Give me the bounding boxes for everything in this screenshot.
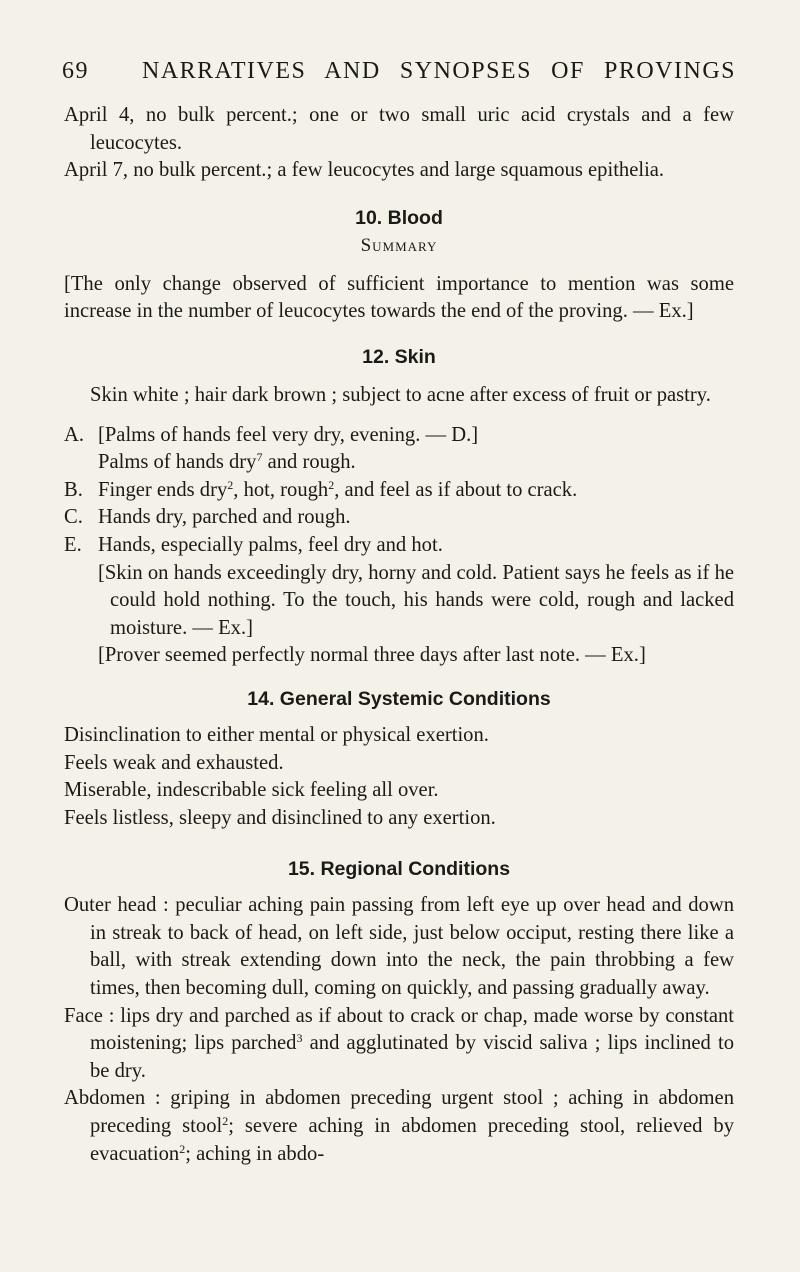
page-content <box>64 102 734 1168</box>
urine-entry-april-4: April 4, no bulk percent.; one or two small uric acid crystals and a few leucocytes. <box>64 104 734 154</box>
urine-entry-april-7: April 7, no bulk percent.; a few leucocytes and large squamous epithelia. <box>64 159 665 182</box>
skin-examiner-note-2: [Prover seemed perfectly normal three days after last note. — Ex.] <box>98 644 646 667</box>
skin-entry-a2: Palms of hands dry$^7$ and rough. <box>98 450 356 474</box>
prover-label-c: C. <box>64 506 83 529</box>
skin-entry-b: B. Finger ends dry$^2$, hot, rough$^2$, and feel as if about to crack. <box>64 477 734 505</box>
skin-examiner-note-1: [Skin on hands exceedingly dry, horny and cold. Patient says he feels as if he could hold nothing. To the touch, his hands were cold, rough and lacked moisture. — Ex.] <box>98 561 734 639</box>
general-line-2: Feels weak and exhausted. <box>64 751 284 774</box>
general-line-4: Feels listless, sleepy and disinclined to any exertion. <box>64 806 496 829</box>
skin-intro: Skin white ; hair dark brown ; subject to acne after excess of fruit or pastry. <box>90 383 711 406</box>
prover-label-a: A. <box>64 423 85 446</box>
regional-outer-head: Outer head : peculiar aching pain passing from left eye up over head and down in streak to back of head, on left side, just below occiput, resting there like a ball, with streak extending down into the neck, the pain throbbing a few times, then becoming dull, coming on quickly, and passing gradually away. <box>64 894 734 1000</box>
running-head <box>62 58 736 88</box>
section-heading-skin: 12. Skin <box>362 345 436 368</box>
prover-label-b: B. <box>64 478 83 501</box>
blood-summary-note: [The only change observed of sufficient importance to mention was some increase in the number of leucocytes towards the end of the proving. — Ex.] <box>64 272 734 323</box>
section-heading-general: 14. General Systemic Conditions <box>247 687 551 710</box>
skin-entry-c: C. Hands dry, parched and rough. <box>64 504 734 532</box>
general-line-3: Miserable, indescribable sick feeling all over. <box>64 779 439 802</box>
running-title: NARRATIVES AND SYNOPSES OF PROVINGS <box>142 58 736 84</box>
section-heading-blood: 10. Blood <box>355 206 443 229</box>
skin-entry-a1: A. [Palms of hands feel very dry, evening. — D.] <box>64 422 734 450</box>
skin-entry-e: E. Hands, especially palms, feel dry and hot. <box>64 532 734 560</box>
prover-label-e: E. <box>64 533 82 556</box>
general-line-1: Disinclination to either mental or physical exertion. <box>64 723 489 746</box>
section-subheading-summary: Summary <box>360 234 438 256</box>
regional-abdomen: Abdomen : griping in abdomen preceding urgent stool ; aching in abdomen preceding stool$^2$; severe aching in abdomen preceding stool, relieved by evacuation$^2$; aching in abdo- <box>64 1087 734 1165</box>
skin-examiner-notes <box>64 560 734 670</box>
section-heading-regional: 15. Regional Conditions <box>287 858 511 881</box>
regional-face: Face : lips dry and parched as if about to crack or chap, made worse by constant moistening; lips parched$^3$ and agglutinated by viscid saliva ; lips inclined to be dry. <box>64 1004 735 1082</box>
page-number: 69 <box>62 58 89 84</box>
